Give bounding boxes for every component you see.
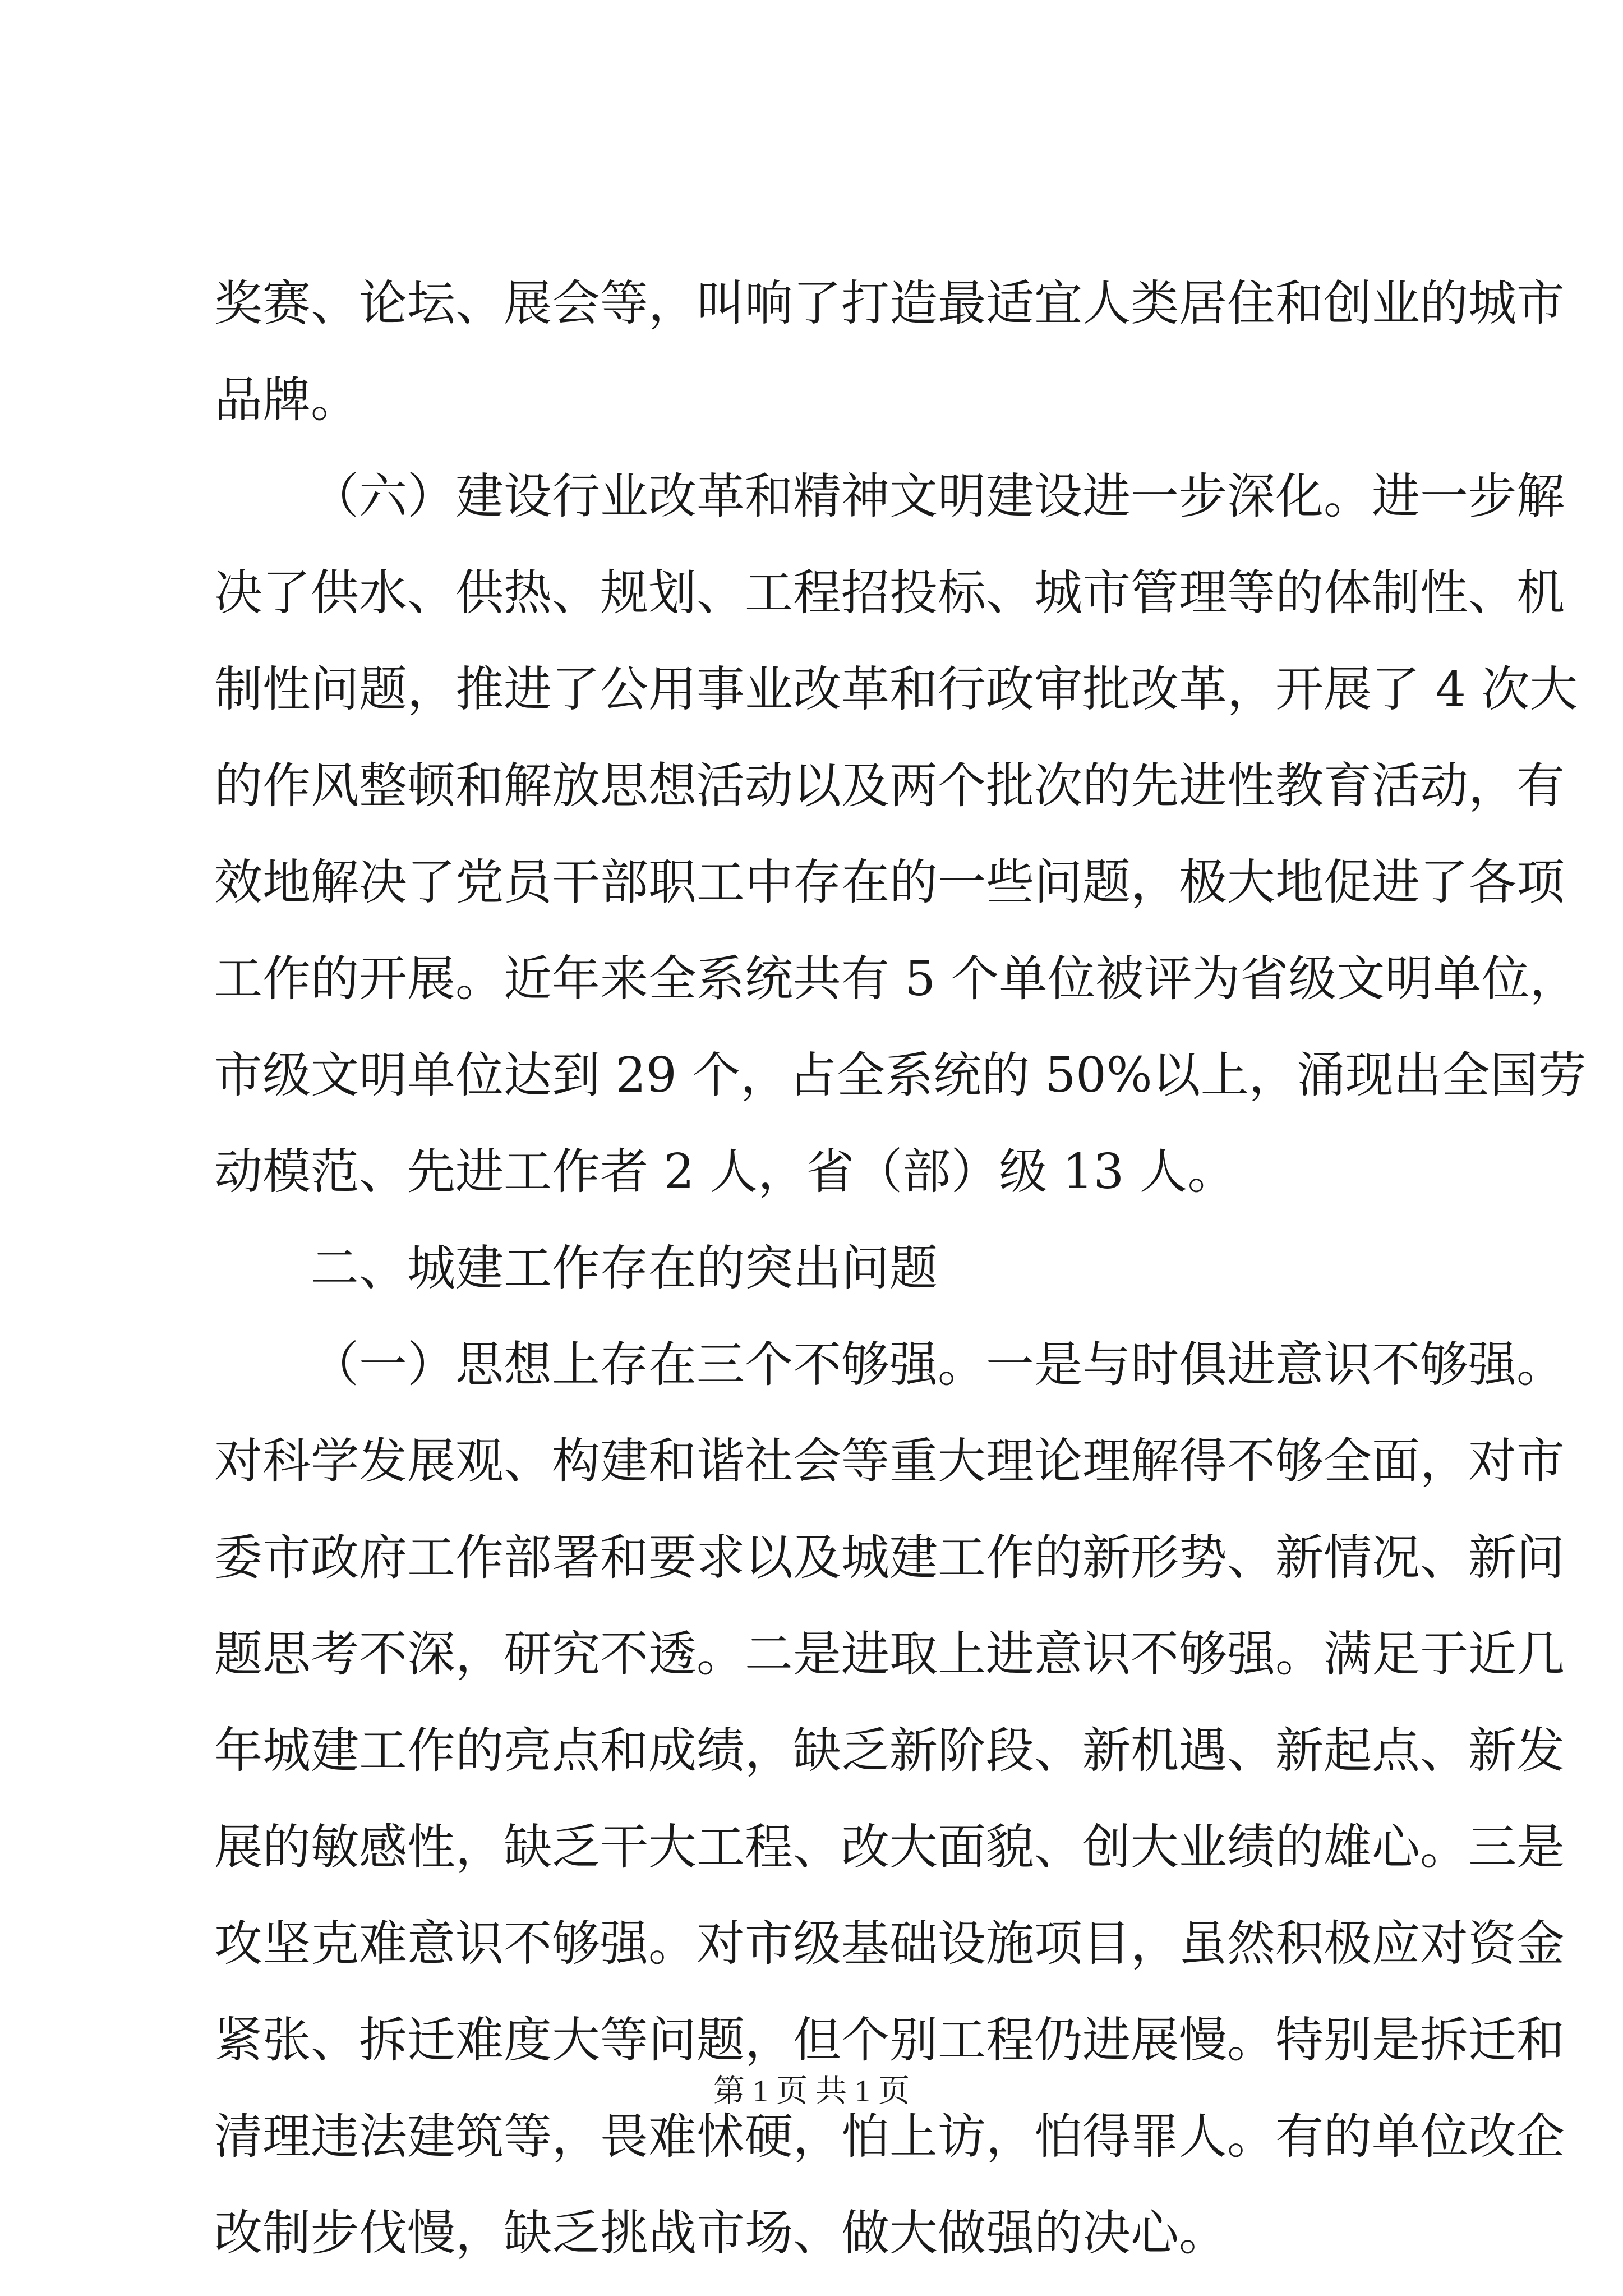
text-line: 效地解决了党员干部职工中存在的一些问题，极大地促进了各项 — [214, 854, 1565, 910]
text-line: （六）建设行业改革和精神文明建设进一步深化。进一步解 — [311, 468, 1565, 524]
text-line: （一）思想上存在三个不够强。一是与时俱进意识不够强。 — [311, 1337, 1565, 1393]
page-footer: 第 1 页 共 1 页 — [713, 2074, 910, 2109]
text-line: 制性问题，推进了公用事业改革和行政审批改革，开展了 4 次大 — [214, 661, 1578, 717]
text-line: 工作的开展。近年来全系统共有 5 个单位被评为省级文明单位， — [214, 951, 1578, 1007]
text-line: 委市政府工作部署和要求以及城建工作的新形势、新情况、新问 — [214, 1530, 1565, 1586]
text-line: 对科学发展观、构建和谐社会等重大理论理解得不够全面，对市 — [214, 1433, 1565, 1489]
text-line: 市级文明单位达到 29 个，占全系统的 50%以上，涌现出全国劳 — [214, 1047, 1587, 1103]
text-line: 题思考不深，研究不透。二是进取上进意识不够强。满足于近几 — [214, 1626, 1565, 1682]
text-line: 年城建工作的亮点和成绩，缺乏新阶段、新机遇、新起点、新发 — [214, 1723, 1565, 1779]
text-line: 改制步伐慢，缺乏挑战市场、做大做强的决心。 — [214, 2205, 1227, 2261]
text-line: 展的敏感性，缺乏干大工程、改大面貌、创大业绩的雄心。三是 — [214, 1819, 1565, 1875]
text-line: 决了供水、供热、规划、工程招投标、城市管理等的体制性、机 — [214, 565, 1565, 621]
document-body — [214, 255, 1587, 2281]
text-line: 奖赛、论坛、展会等，叫响了打造最适宜人类居住和创业的城市 — [214, 275, 1565, 332]
text-line: 二、城建工作存在的突出问题 — [311, 1240, 938, 1296]
text-line: 动模范、先进工作者 2 人，省（部）级 13 人。 — [214, 1144, 1236, 1200]
text-line: 清理违法建筑等，畏难怵硬，怕上访，怕得罪人。有的单位改企 — [214, 2109, 1565, 2165]
text-line: 攻坚克难意识不够强。对市级基础设施项目，虽然积极应对资金 — [214, 1916, 1565, 1972]
text-line: 紧张、拆迁难度大等问题，但个别工程仍进展慢。特别是拆迁和 — [214, 2012, 1565, 2068]
text-line: 品牌。 — [214, 372, 359, 428]
text-line: 的作风整顿和解放思想活动以及两个批次的先进性教育活动，有 — [214, 758, 1565, 814]
